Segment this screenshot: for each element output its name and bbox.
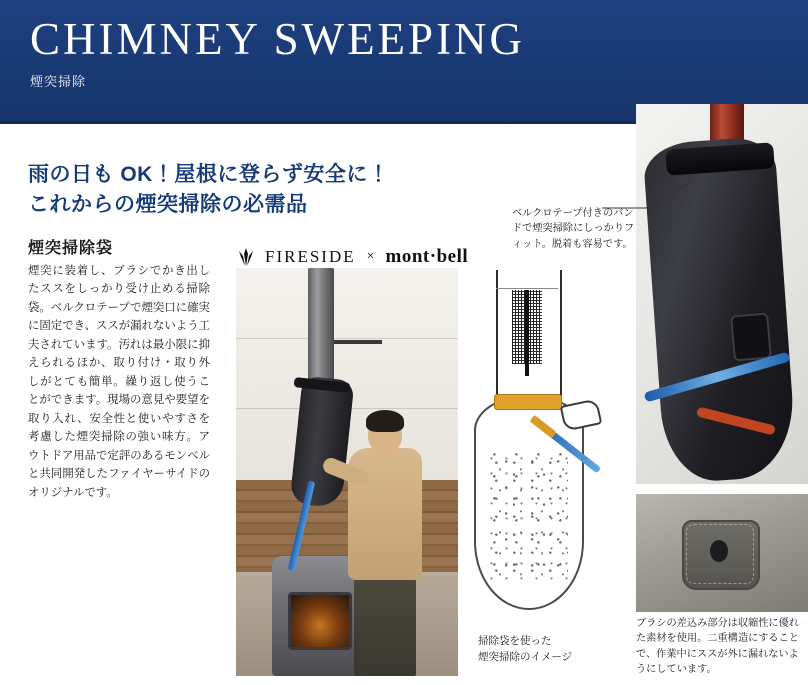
diagram-velcro-band — [494, 394, 562, 410]
photo-wall-bracket — [334, 340, 382, 344]
photo-person-hair — [366, 410, 404, 432]
brand-separator: × — [366, 249, 375, 264]
photo-wall-line — [236, 338, 458, 339]
brand-lockup — [236, 246, 468, 268]
diagram-caption — [478, 634, 638, 666]
photo-detail-brush-port — [636, 494, 808, 612]
callout-hero-text: ベルクロテープ付きのバンドで煙突掃除にしっかりフィット。脱着も容易です。 — [512, 208, 635, 250]
diagram-caption-line-2: 煙突掃除のイメージ — [478, 650, 573, 663]
lead-line-1: 雨の日も OK！屋根に登らず安全に！ — [28, 163, 390, 186]
photo-stove-pipe — [308, 268, 334, 394]
diagram-flue-top — [496, 270, 558, 289]
section-heading: 煙突掃除袋 — [28, 240, 114, 257]
brand-montbell-label: mont·bell — [385, 246, 469, 267]
detail-caption: ブラシの差込み部分は収縮性に優れた素材を使用。二重構造にすることで、作業中にススが外に漏れないようにしています。 — [636, 618, 799, 675]
lead-line-2: これからの煙突掃除の必需品 — [28, 193, 308, 217]
photo-detail-opening — [710, 540, 728, 562]
brand-fireside-label: FIRESIDE — [265, 247, 356, 266]
photo-hero-brush-port — [730, 312, 772, 361]
diagram-brush-core — [525, 290, 529, 376]
diagram-soot — [490, 450, 568, 582]
lead-copy — [28, 160, 548, 221]
illustration-sweeping-diagram — [466, 268, 634, 630]
page-title: CHIMNEY SWEEPING — [30, 14, 526, 64]
photo-installation — [236, 268, 458, 676]
photo-person-legs — [354, 570, 416, 676]
header-text-block — [30, 16, 525, 90]
body-copy: 煙突に装着し、ブラシでかき出したススをしっかり受け止める掃除袋。ベルクロテープで煙突口に確実に固定でき、ススが漏れないよう工夫されています。汚れは最小限に抑えられるほか、取り付け・取り外しがとても簡単。繰り返し使うことができます。現場の意見や要望を取り入れ、安全性と使いやすさを考慮した煙突掃除の強い味方。アウトドア用品で定評のあるモンベルと共同開発したファイヤーサイドのオリジナルです。 — [28, 265, 210, 499]
photo-product-hero — [636, 104, 808, 484]
photo-stove-door — [288, 592, 352, 650]
fireside-flame-icon — [236, 247, 256, 267]
page-subtitle: 煙突掃除 — [30, 74, 87, 90]
diagram-caption-line-1: 掃除袋を使った — [478, 635, 552, 647]
